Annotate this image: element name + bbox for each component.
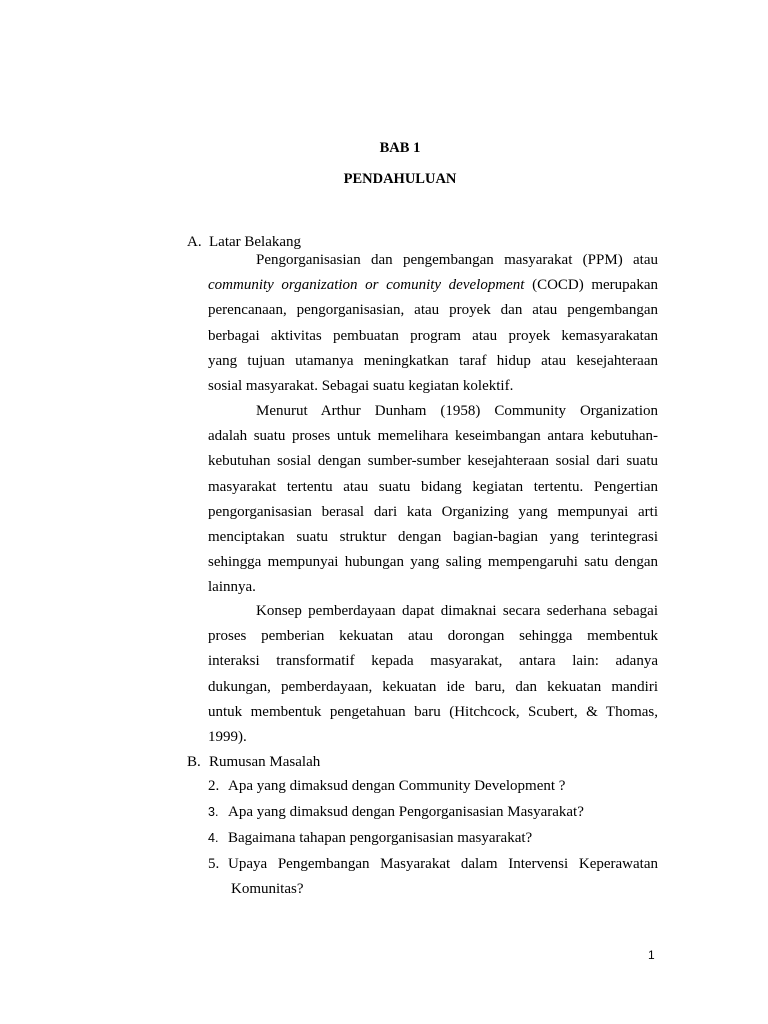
list-item-text: Apa yang dimaksud dengan Pengorganisasian Masyarakat?	[228, 804, 584, 820]
paragraph-1-line-6: sosial masyarakat. Sebagai suatu kegiatan kolektif.	[208, 378, 514, 395]
paragraph-2-line-6: menciptakan suatu struktur dengan bagian-bagian yang terintegrasi	[208, 529, 658, 546]
paragraph-2	[208, 399, 658, 601]
paragraph-2-line-2: adalah suatu proses untuk memelihara keseimbangan antara kebutuhan-	[208, 428, 658, 445]
chapter-number: BAB 1	[379, 140, 421, 156]
list-item	[208, 774, 660, 799]
list-item-text-line-1: Upaya Pengembangan Masyarakat dalam Intervensi Keperawatan	[228, 856, 658, 872]
list-item-text-line-2: Komunitas?	[231, 881, 304, 897]
list-item-text	[228, 852, 658, 902]
section-b-title: Rumusan Masalah	[209, 754, 321, 770]
section-b-letter: B.	[187, 754, 201, 770]
paragraph-2-line-7: sehingga mempunyai hubungan yang saling mempengaruhi satu dengan	[208, 554, 658, 571]
paragraph-2-line-1: Menurut Arthur Dunham (1958) Community Organization	[256, 403, 658, 419]
paragraph-3-line-4: dukungan, pemberdayaan, kekuatan ide baru, dan kekuatan mandiri	[208, 678, 658, 695]
paragraph-3-line-5: untuk membentuk pengetahuan baru (Hitchcock, Scubert, & Thomas,	[208, 703, 658, 720]
paragraph-1-line-4: berbagai aktivitas pembuatan program atau proyek kemasyarakatan	[208, 327, 658, 344]
list-item-text: Bagaimana tahapan pengorganisasian masyarakat?	[228, 830, 533, 846]
paragraph-2-line-4: masyarakat tertentu atau suatu bidang kegiatan tertentu. Pengertian	[208, 478, 658, 495]
list-item-number: 4.	[208, 831, 219, 845]
section-a-letter: A.	[187, 234, 202, 250]
paragraph-1-line-2-rest: (COCD) merupakan	[524, 277, 658, 294]
paragraph-3-line-2: proses pemberian kekuatan atau dorongan sehingga membentuk	[208, 628, 658, 645]
section-b-heading	[187, 752, 320, 772]
paragraph-3-line-1: Konsep pemberdayaan dapat dimaknai secara sederhana sebagai	[256, 603, 658, 619]
paragraph-1-line-1: Pengorganisasian dan pengembangan masyarakat (PPM) atau	[256, 252, 658, 268]
paragraph-1-italic-term: community organization or comunity development	[208, 277, 525, 294]
paragraph-1-line-5: yang tujuan utamanya meningkatkan taraf hidup atau kesejahteraan	[208, 352, 658, 369]
chapter-title: PENDAHULUAN	[343, 171, 457, 187]
list-item	[208, 800, 660, 825]
paragraph-3-line-3: interaksi transformatif kepada masyarakat, antara lain: adanya	[208, 653, 658, 670]
paragraph-2-line-3: kebutuhan sosial dengan sumber-sumber kesejahteraan sosial dari suatu	[208, 453, 658, 470]
paragraph-1-line-2	[208, 273, 658, 298]
page-number: 1	[648, 948, 655, 962]
list-item	[208, 852, 660, 902]
section-a-title: Latar Belakang	[209, 234, 302, 250]
list-item-number: 3.	[208, 805, 219, 819]
paragraph-3-line-6: 1999).	[208, 729, 247, 746]
paragraph-2-line-8: lainnya.	[208, 579, 256, 596]
list-item-number: 5.	[208, 856, 220, 872]
paragraph-1	[208, 248, 658, 399]
paragraph-2-line-5: pengorganisasian berasal dari kata Organizing yang mempunyai arti	[208, 503, 658, 520]
paragraph-1-line-3: perencanaan, pengorganisasian, atau proyek dan atau pengembangan	[208, 302, 658, 319]
list-item-text: Apa yang dimaksud dengan Community Development ?	[228, 778, 566, 794]
list-item-number: 2.	[208, 778, 220, 794]
list-item	[208, 826, 660, 851]
paragraph-3	[208, 599, 658, 750]
